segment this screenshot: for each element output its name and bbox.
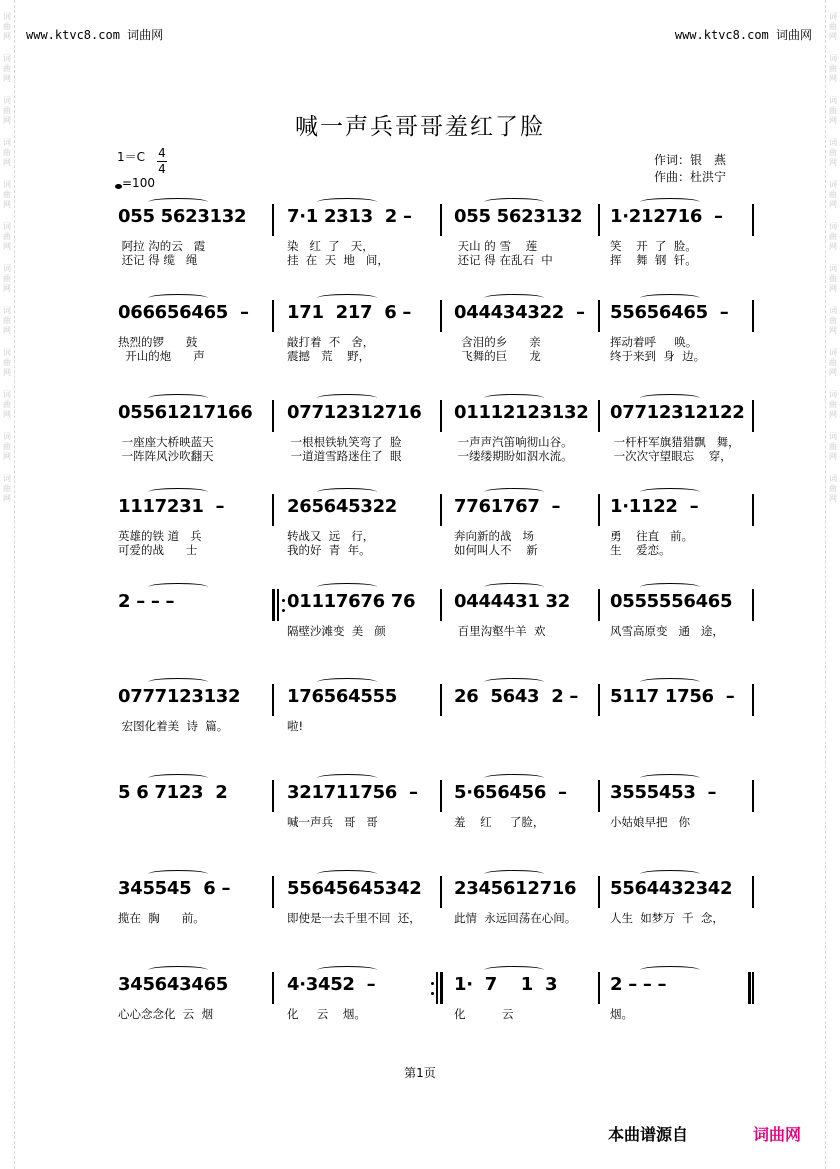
margin-watermark-char: 曲 <box>829 148 837 157</box>
lyric-line-1: 百里沟壑牛羊 欢 <box>454 624 546 638</box>
margin-watermark-char: 网 <box>829 242 837 251</box>
repeat-end-sign <box>436 972 450 1004</box>
margin-watermark-char: 词 <box>3 138 11 147</box>
source-label: 本曲谱源自 <box>608 1125 689 1144</box>
margin-watermark-char: 词 <box>3 348 11 357</box>
measure-notes: 01117676 76 <box>287 591 416 612</box>
measure-notes: 01112123132 <box>454 402 589 423</box>
lyric-line-1: 化 云 <box>454 1007 514 1021</box>
lyric-line-1: 即使是一去千里不回 还， <box>287 911 421 925</box>
slur-mark <box>484 488 544 496</box>
bar-line <box>440 589 442 621</box>
margin-watermark-char: 词 <box>3 432 11 441</box>
lyric-line-1: 羞 红 了脸， <box>454 815 545 829</box>
bar-line <box>272 204 274 236</box>
bar-line <box>752 589 754 621</box>
margin-watermark-char: 曲 <box>3 232 11 241</box>
lyric-line-1: 一声声汽笛响彻山谷。 <box>454 435 573 449</box>
lyric-line-2: 一缕缕期盼如泅水流。 <box>454 449 573 463</box>
bar-line <box>598 684 600 716</box>
lyric-line-2: 还记 得 在乱石 中 <box>454 253 553 267</box>
slur-mark <box>484 583 544 591</box>
margin-watermark-char: 词 <box>829 96 837 105</box>
margin-watermark-char: 词 <box>829 348 837 357</box>
slur-mark <box>484 774 544 782</box>
lyric-line-1: 隔壁沙滩变 美 颜 <box>287 624 386 638</box>
slur-mark <box>317 966 377 974</box>
lyric-line-1: 宏图化着美 诗 篇。 <box>118 719 229 733</box>
measure-notes: 1·212716 – <box>610 206 723 227</box>
quarter-note-icon <box>115 184 122 189</box>
lyric-line-1: 人生 如梦万 千 念， <box>610 911 724 925</box>
slur-mark <box>148 870 208 878</box>
measure-notes: 2 – – – <box>610 974 667 995</box>
tempo-value: =100 <box>122 176 155 190</box>
lyric-line-1: 一座座大桥映蓝天 <box>118 435 214 449</box>
margin-watermark-char: 网 <box>829 494 837 503</box>
lyric-line-2: 开山的炮 声 <box>118 349 205 363</box>
margin-watermark-char: 网 <box>3 74 11 83</box>
bar-line <box>440 494 442 526</box>
margin-watermark-char: 网 <box>3 326 11 335</box>
measure-notes: 0777123132 <box>118 686 241 707</box>
lyric-line-1: 敲打着 不 舍， <box>287 335 375 349</box>
slur-mark <box>640 583 700 591</box>
slur-mark <box>148 583 208 591</box>
lyric-line-1: 风雪高原变 通 途， <box>610 624 724 638</box>
lyric-line-1: 化 云 烟。 <box>287 1007 366 1021</box>
slur-mark <box>148 488 208 496</box>
lyric-line-1: 热烈的锣 鼓 <box>118 335 198 349</box>
margin-watermark-char: 词 <box>3 12 11 21</box>
bar-line <box>752 876 754 908</box>
margin-watermark-char: 网 <box>829 410 837 419</box>
measure-notes: 0444431 32 <box>454 591 570 612</box>
slur-mark <box>640 488 700 496</box>
lyric-line-1: 烟。 <box>610 1007 633 1021</box>
measure-notes: 55645645342 <box>287 878 422 899</box>
lyric-line-2: 生 爱恋。 <box>610 543 671 557</box>
margin-watermark-char: 词 <box>829 54 837 63</box>
slur-mark <box>148 294 208 302</box>
bar-line <box>272 972 274 1004</box>
lyric-line-2: 终于来到 身 边。 <box>610 349 706 363</box>
margin-watermark-char: 曲 <box>3 148 11 157</box>
margin-watermark-char: 网 <box>3 494 11 503</box>
bar-line <box>440 204 442 236</box>
slur-mark <box>640 294 700 302</box>
slur-mark <box>640 394 700 402</box>
bar-line <box>440 780 442 812</box>
lyric-line-2: 还记 得 缆 绳 <box>118 253 198 267</box>
bar-line <box>752 400 754 432</box>
margin-watermark-char: 曲 <box>3 22 11 31</box>
measure-notes: 5117 1756 – <box>610 686 735 707</box>
slur-mark <box>148 678 208 686</box>
slur-mark <box>148 198 208 206</box>
margin-watermark-char: 网 <box>829 158 837 167</box>
bar-line <box>272 300 274 332</box>
margin-watermark-char: 词 <box>829 474 837 483</box>
left-margin-strip <box>0 0 15 1169</box>
lyric-line-1: 啦! <box>287 719 304 733</box>
time-signature <box>157 147 167 176</box>
margin-watermark-char: 词 <box>829 390 837 399</box>
bar-line <box>272 780 274 812</box>
bar-line <box>752 300 754 332</box>
slur-mark <box>317 198 377 206</box>
bar-line <box>752 972 754 1004</box>
slur-mark <box>484 294 544 302</box>
slur-mark <box>484 678 544 686</box>
lyric-line-1: 揽在 胸 前。 <box>118 911 205 925</box>
bar-line <box>598 972 600 1004</box>
slur-mark <box>484 870 544 878</box>
header-left-url[interactable]: www.ktvc8.com 词曲网 <box>26 28 164 42</box>
measure-notes: 7·1 2313 2 – <box>287 206 412 227</box>
margin-watermark-char: 网 <box>3 158 11 167</box>
measure-notes: 3555453 – <box>610 782 717 803</box>
bar-line <box>272 494 274 526</box>
margin-watermark-char: 网 <box>829 74 837 83</box>
measure-notes: 07712312716 <box>287 402 422 423</box>
bar-line <box>440 300 442 332</box>
lyric-line-1: 勇 往直 前。 <box>610 529 694 543</box>
bar-line <box>752 204 754 236</box>
slur-mark <box>317 583 377 591</box>
time-bottom: 4 <box>158 162 166 176</box>
measure-notes: 7761767 – <box>454 496 561 517</box>
measure-notes: 1117231 – <box>118 496 225 517</box>
margin-watermark-char: 词 <box>829 264 837 273</box>
right-margin-strip <box>825 0 840 1169</box>
slur-mark <box>317 870 377 878</box>
measure-notes: 321711756 – <box>287 782 418 803</box>
composer-credit: 作曲：杜洪宁 <box>654 170 727 184</box>
margin-watermark-char: 词 <box>829 432 837 441</box>
lyric-line-1: 笑 开 了 脸。 <box>610 239 697 253</box>
slur-mark <box>317 774 377 782</box>
bar-line <box>440 684 442 716</box>
margin-watermark-char: 曲 <box>3 274 11 283</box>
repeat-start-sign <box>272 589 286 621</box>
lyric-line-2: 一次次守望眼忘 穿， <box>610 449 732 463</box>
header-right-url[interactable]: www.ktvc8.com 词曲网 <box>674 28 812 42</box>
lyric-line-2: 震撼 荒 野， <box>287 349 371 363</box>
lyric-line-1: 转战又 远 行， <box>287 529 375 543</box>
lyric-line-2: 挂 在 天 地 间， <box>287 253 389 267</box>
measure-notes: 265645322 <box>287 496 398 517</box>
lyric-line-1: 天山 的 雪 莲 <box>454 239 538 253</box>
lyric-line-1: 此情 永远回荡在心间。 <box>454 911 577 925</box>
measure-notes: 2 – – – <box>118 591 175 612</box>
lyric-line-1: 心心念念化 云 烟 <box>118 1007 214 1021</box>
margin-watermark-char: 网 <box>829 368 837 377</box>
bar-line <box>440 876 442 908</box>
margin-watermark-char: 曲 <box>829 190 837 199</box>
measure-notes: 5564432342 <box>610 878 733 899</box>
margin-watermark-char: 词 <box>3 180 11 189</box>
measure-notes: 07712312122 <box>610 402 745 423</box>
slur-mark <box>317 294 377 302</box>
margin-watermark-char: 网 <box>3 116 11 125</box>
margin-watermark-char: 网 <box>3 242 11 251</box>
margin-watermark-char: 曲 <box>3 64 11 73</box>
margin-watermark-char: 词 <box>3 474 11 483</box>
measure-notes: 4·3452 – <box>287 974 376 995</box>
measure-notes: 1·1122 – <box>610 496 699 517</box>
margin-watermark-char: 词 <box>829 138 837 147</box>
margin-watermark-char: 网 <box>3 452 11 461</box>
bar-line <box>598 589 600 621</box>
measure-notes: 176564555 <box>287 686 398 707</box>
slur-mark <box>484 966 544 974</box>
margin-watermark-char: 词 <box>3 264 11 273</box>
lyric-line-1: 英雄的铁 道 兵 <box>118 529 202 543</box>
margin-watermark-char: 曲 <box>829 232 837 241</box>
final-bar-line <box>748 972 751 1004</box>
measure-notes: 1· 7 1 3 <box>454 974 558 995</box>
bar-line <box>598 780 600 812</box>
measure-notes: 044434322 – <box>454 302 585 323</box>
slur-mark <box>484 394 544 402</box>
lyric-line-2: 如何叫人不 新 <box>454 543 538 557</box>
bar-line <box>752 684 754 716</box>
margin-watermark-char: 网 <box>829 116 837 125</box>
margin-watermark-char: 曲 <box>3 316 11 325</box>
bar-line <box>598 876 600 908</box>
page-number: 第1页 <box>404 1066 436 1080</box>
margin-watermark-char: 词 <box>3 306 11 315</box>
lyric-line-2: 可爱的战 士 <box>118 543 198 557</box>
slur-mark <box>148 394 208 402</box>
measure-notes: 055 5623132 <box>118 206 247 227</box>
song-title: 喊一声兵哥哥羞红了脸 <box>295 114 545 140</box>
slur-mark <box>640 198 700 206</box>
margin-watermark-char: 词 <box>829 12 837 21</box>
bar-line <box>598 204 600 236</box>
margin-watermark-char: 网 <box>3 368 11 377</box>
measure-notes: 066656465 – <box>118 302 249 323</box>
measure-notes: 055 5623132 <box>454 206 583 227</box>
margin-watermark-char: 网 <box>829 284 837 293</box>
lyric-line-1: 小姑娘早把 你 <box>610 815 690 829</box>
slur-mark <box>317 488 377 496</box>
margin-watermark-char: 曲 <box>829 442 837 451</box>
bar-line <box>598 494 600 526</box>
margin-watermark-char: 词 <box>829 180 837 189</box>
key-signature: 1＝C <box>117 150 146 164</box>
bar-line <box>598 400 600 432</box>
measure-notes: 55656465 – <box>610 302 729 323</box>
margin-watermark-char: 曲 <box>3 442 11 451</box>
measure-notes: 171 217 6 – <box>287 302 412 323</box>
lyric-line-1: 阿拉 沟的云 霞 <box>118 239 206 253</box>
measure-notes: 0555556465 <box>610 591 733 612</box>
measure-notes: 345643465 <box>118 974 229 995</box>
margin-watermark-char: 网 <box>3 284 11 293</box>
lyric-line-1: 奔向新的战 场 <box>454 529 534 543</box>
margin-watermark-char: 网 <box>829 452 837 461</box>
lyric-line-2: 一道道雪路迷住了 眼 <box>287 449 402 463</box>
bar-line <box>272 400 274 432</box>
lyric-line-1: 含泪的乡 亲 <box>454 335 541 349</box>
slur-mark <box>148 774 208 782</box>
margin-watermark-char: 曲 <box>829 106 837 115</box>
margin-watermark-char: 曲 <box>3 358 11 367</box>
slur-mark <box>484 198 544 206</box>
lyric-line-2: 一阵阵风沙吹翻天 <box>118 449 214 463</box>
margin-watermark-char: 网 <box>3 32 11 41</box>
bar-line <box>752 780 754 812</box>
slur-mark <box>317 394 377 402</box>
margin-watermark-char: 词 <box>3 222 11 231</box>
margin-watermark-char: 网 <box>829 32 837 41</box>
margin-watermark-char: 曲 <box>3 484 11 493</box>
margin-watermark-char: 曲 <box>829 358 837 367</box>
slur-mark <box>640 870 700 878</box>
lyric-line-1: 喊一声兵 哥 哥 <box>287 815 378 829</box>
brand-link[interactable]: 词曲网 <box>753 1125 802 1144</box>
measure-notes: 2345612716 <box>454 878 577 899</box>
margin-watermark-char: 曲 <box>3 190 11 199</box>
slur-mark <box>317 678 377 686</box>
bar-line <box>272 876 274 908</box>
lyric-line-1: 挥动着呼 唤。 <box>610 335 698 349</box>
time-top: 4 <box>158 146 166 160</box>
margin-watermark-char: 网 <box>3 200 11 209</box>
measure-notes: 26 5643 2 – <box>454 686 579 707</box>
lyric-line-2: 挥 舞 钢 钎。 <box>610 253 697 267</box>
margin-watermark-char: 网 <box>3 410 11 419</box>
measure-notes: 05561217166 <box>118 402 253 423</box>
margin-watermark-char: 曲 <box>829 64 837 73</box>
margin-watermark-char: 词 <box>829 306 837 315</box>
slur-mark <box>640 678 700 686</box>
measure-notes: 5 6 7123 2 <box>118 782 228 803</box>
margin-watermark-char: 词 <box>3 54 11 63</box>
lyric-line-1: 染 红 了 天， <box>287 239 374 253</box>
margin-watermark-char: 曲 <box>829 484 837 493</box>
margin-watermark-char: 曲 <box>829 274 837 283</box>
margin-watermark-char: 曲 <box>829 22 837 31</box>
measure-notes: 5·656456 – <box>454 782 567 803</box>
measure-notes: 345545 6 – <box>118 878 231 899</box>
lyric-line-1: 一根根铁轨笑弯了 脸 <box>287 435 402 449</box>
margin-watermark-char: 网 <box>829 326 837 335</box>
bar-line <box>272 684 274 716</box>
margin-watermark-char: 词 <box>3 390 11 399</box>
slur-mark <box>148 966 208 974</box>
lyricist-credit: 作词：银 燕 <box>654 153 727 167</box>
margin-watermark-char: 网 <box>829 200 837 209</box>
margin-watermark-char: 词 <box>3 96 11 105</box>
margin-watermark-char: 曲 <box>829 316 837 325</box>
lyric-line-2: 我的好 青 年。 <box>287 543 371 557</box>
lyric-line-2: 飞舞的巨 龙 <box>454 349 541 363</box>
margin-watermark-char: 曲 <box>3 400 11 409</box>
slur-mark <box>640 774 700 782</box>
bar-line <box>598 300 600 332</box>
bar-line <box>752 494 754 526</box>
margin-watermark-char: 词 <box>829 222 837 231</box>
slur-mark <box>640 966 700 974</box>
lyric-line-1: 一杆杆军旗猎猎飘 舞， <box>610 435 740 449</box>
tempo-marking <box>115 176 155 190</box>
margin-watermark-char: 曲 <box>3 106 11 115</box>
margin-watermark-char: 曲 <box>829 400 837 409</box>
bar-line <box>440 400 442 432</box>
credits <box>654 152 726 186</box>
